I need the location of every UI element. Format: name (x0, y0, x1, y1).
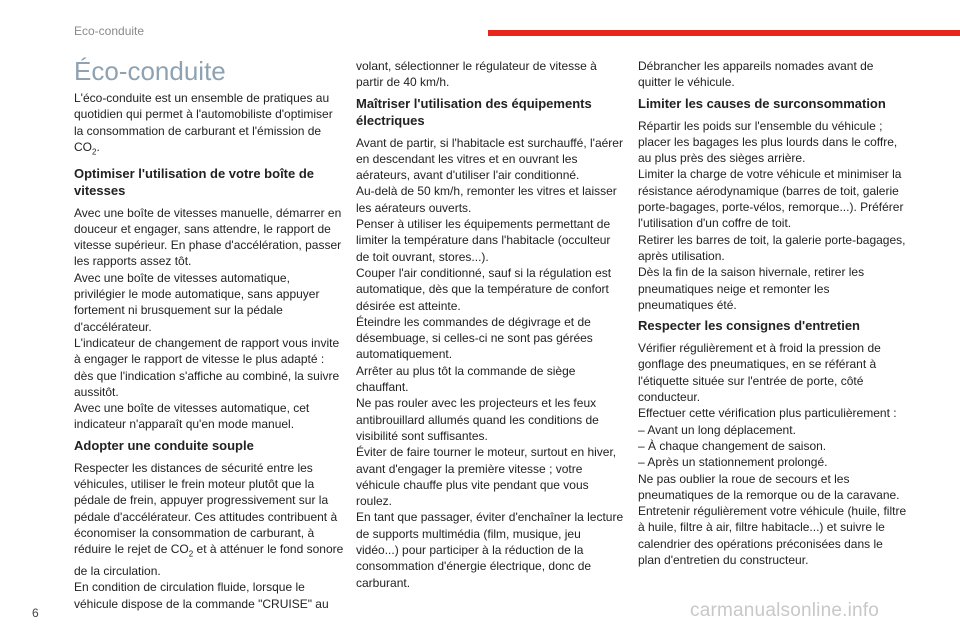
heading-overconsumption: Limiter les causes de surconsommation (638, 95, 886, 111)
gearbox-paragraph: Avec une boîte de vitesses manuelle, démarrer en douceur et engager, sans attendre, le rapport de vitesse supérieur. En phase d'accélération, passer les rapports assez tôt. Avec une boîte de vitesses automatique, privilégier le mode automatique, sans appuyer fortement ni brusquement sur la pédale d'accélérateur. L'indicateur de changement de rapport vous invite à engager le rapport de vitesse le plus adapté : dès que l'indication s'affiche au combiné, la suivre aussitôt. Avec une boîte de vitesses automatique, cet indicateur n'apparaît qu'en mode manuel. (74, 205, 342, 432)
smooth-co2-subscript: 2 (188, 549, 194, 559)
column-2 (356, 58, 626, 591)
heading-electrical-equipment: Maîtriser l'utilisation des équipements électriques (356, 95, 592, 128)
equipment-paragraph-continued: Débrancher les appareils nomades avant de quitter le véhicule. (638, 59, 874, 90)
heading-gearbox: Optimiser l'utilisation de votre boîte de vitesses (74, 165, 315, 198)
smooth-text-b: et à atténuer le fond sonore de la circulation. En condition de circulation fluide, lorsque le véhicule dispose de la commande "CRUISE" au (74, 542, 344, 611)
smooth-paragraph-continued: volant, sélectionner le régulateur de vitesse à partir de 40 km/h. (356, 59, 597, 90)
intro-end: . (96, 139, 100, 154)
smooth-text-a: Respecter les distances de sécurité entre les véhicules, utiliser le frein moteur plutôt que la pédale de frein, appuyer progressivement sur la pédale d'accélérateur. Ces attitudes contribuent à économiser la consommation de carburant, à réduire le rejet de CO (74, 460, 338, 557)
maintenance-paragraph: Vérifier régulièrement et à froid la pression de gonflage des pneumatiques, en se référant à l'étiquette située sur l'entrée de porte, côté conducteur. Effectuer cette vérification plus particulièrement : – Avant un long déplacement. – À chaque changement de saison. – Après un stationnement prolongé. Ne pas oublier la roue de secours et les pneumatiques de la remorque ou de la caravane. Entretenir régulièrement votre véhicule (huile, filtre à huile, filtre à air, filtre habitacle...) et suivre le calendrier des opérations préconisées dans le plan d'entretien du constructeur. (638, 341, 907, 568)
section-header: Eco-conduite (74, 24, 145, 38)
watermark: carmanualsonline.info (690, 600, 880, 621)
page-title: Éco-conduite (74, 56, 226, 86)
co2-text: CO (74, 139, 92, 154)
intro-paragraph (74, 90, 344, 161)
column-3 (638, 58, 908, 568)
smooth-paragraph (74, 460, 344, 612)
overconsumption-paragraph: Répartir les poids sur l'ensemble du véhicule ; placer les bagages les plus lourds dans le coffre, au plus près des sièges arrière. Limiter la charge de votre véhicule et minimiser la résistance aérodynamique (barres de toit, galerie porte-bagages, porte-vélos, remorque...). Préférer l'utilisation d'un coffre de toit. Retirer les barres de toit, la galerie porte-bagages, après utilisation. Dès la fin de la saison hivernale, retirer les pneumatiques neige et remonter les pneumatiques été. (638, 118, 906, 312)
equipment-paragraph: Avant de partir, si l'habitacle est surchauffé, l'aérer en descendant les vitres et en ouvrant les aérateurs, avant d'utiliser l'air conditionné. Au-delà de 50 km/h, remonter les vitres et laisser les aérateurs ouverts. Penser à utiliser les équipements permettant de limiter la température dans l'habitacle (occulteur de toit ouvrant, stores...). Couper l'air conditionné, sauf si la régulation est automatique, dès que la température de confort désirée est atteinte. Éteindre les commandes de dégivrage et de désembuage, si celles-ci ne sont pas gérées automatiquement. Arrêter au plus tôt la commande de siège chauffant. Ne pas rouler avec les projecteurs et les feux antibrouillard allumés quand les conditions de visibilité sont suffisantes. Éviter de faire tourner le moteur, surtout en hiver, avant d'engager la première vitesse ; votre véhicule chauffe plus vite pendant que vous roulez. En tant que passager, éviter d'enchaîner la lecture de supports multimédia (film, musique, jeu vidéo...) pour participer à la réduction de la consommation d'énergie électrique, donc de carburant. (356, 135, 624, 590)
accent-bar (488, 30, 960, 36)
column-1 (74, 58, 344, 612)
page-number: 6 (32, 606, 39, 620)
co2-subscript: 2 (92, 147, 97, 157)
intro-text: L'éco-conduite est un ensemble de pratiques au quotidien qui permet à l'automobiliste d'optimiser la consommation de carburant et l'émission de (74, 91, 333, 138)
heading-smooth-driving: Adopter une conduite souple (74, 437, 254, 453)
heading-maintenance: Respecter les consignes d'entretien (638, 318, 861, 334)
